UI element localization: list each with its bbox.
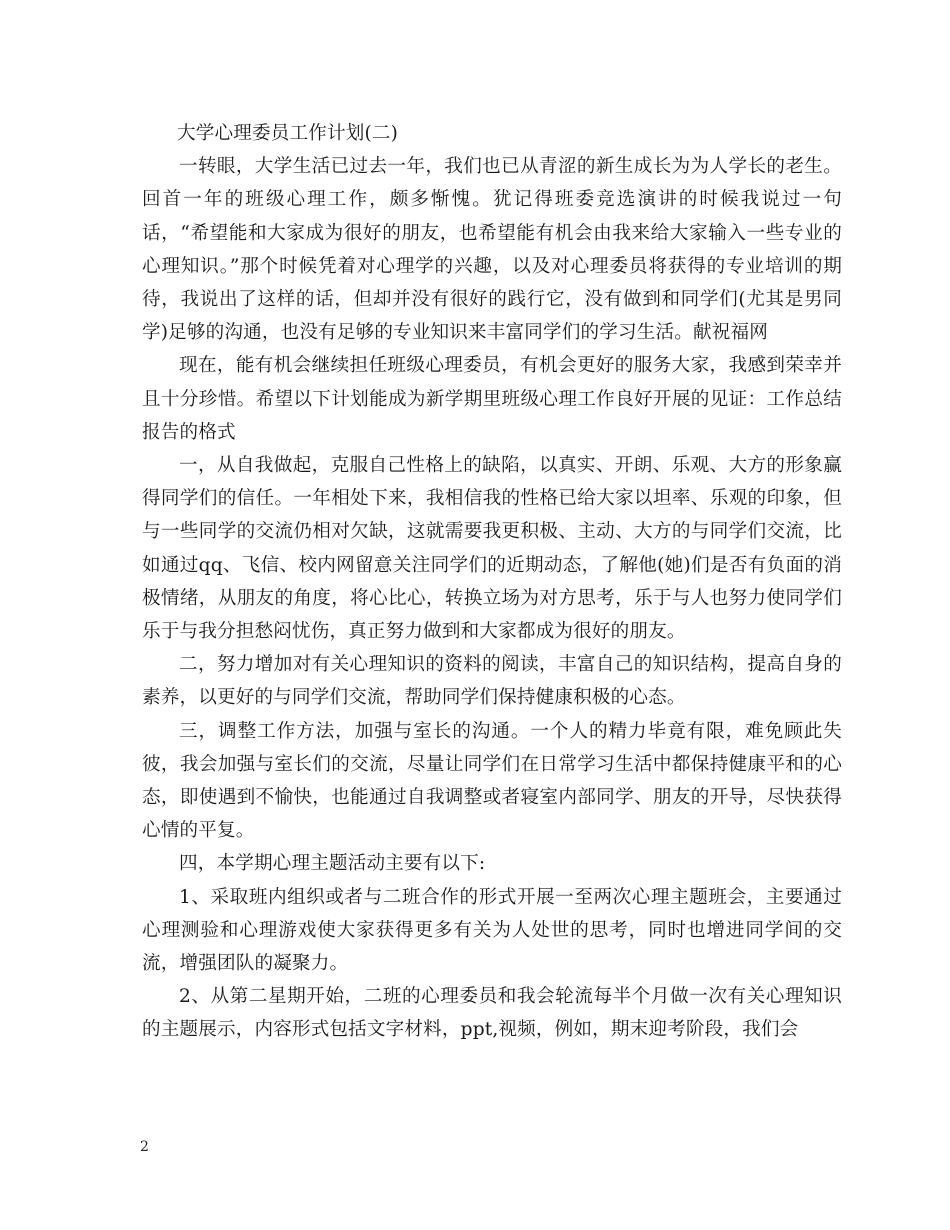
page-number: 2 [140,1139,149,1155]
paragraph-activity-one: 1、采取班内组织或者与二班合作的形式开展一至两次心理主题班会，主要通过心理测验和心理游戏使大家获得更多有关为人处世的思考，同时也增进同学间的交流，增强团队的凝聚力。 [142,886,842,975]
document-title: 大学心理委员工作计划(二) [177,123,398,144]
paragraph-intro: 一转眼，大学生活已过去一年，我们也已从青涩的新生成长为为人学长的老生。回首一年的班级心理工作，颇多惭愧。犹记得班委竞选演讲的时候我说过一句话，“希望能和大家成为很好的朋友，也希望能有机会由我来给大家输入一些专业的心理知识。”那个时候凭着对心理学的兴趣，以及对心理委员将获得的专业培训的期待，我说出了这样的话，但却并没有很好的践行它，没有做到和同学们(尤其是男同学)足够的沟通，也没有足够的专业知识来丰富同学们的学习生活。献祝福网 [142,156,842,344]
paragraph-point-one: 一，从自我做起，克服自己性格上的缺陷，以真实、开朗、乐观、大方的形象赢得同学们的信任。一年相处下来，我相信我的性格已给大家以坦率、乐观的印象，但与一些同学的交流仍相对欠缺，这就需要我更积极、主动、大方的与同学们交流，比如通过qq、飞信、校内网留意关注同学们的近期动态，了解他(她)们是否有负面的消极情绪，从朋友的角度，将心比心，转换立场为对方思考，乐于与人也努力使同学们乐于与我分担愁闷忧伤，真正努力做到和大家都成为很好的朋友。 [142,455,842,643]
paragraph-point-three: 三，调整工作方法，加强与室长的沟通。一个人的精力毕竟有限，难免顾此失彼，我会加强与室长们的交流，尽量让同学们在日常学习生活中都保持健康平和的心态，即使遇到不愉快，也能通过自我调整或者寝室内部同学、朋友的开导，尽快获得心情的平复。 [142,720,842,842]
document-body [142,117,842,1047]
paragraph-activity-two: 2、从第二星期开始，二班的心理委员和我会轮流每半个月做一次有关心理知识的主题展示，内容形式包括文字材料，ppt,视频，例如，期末迎考阶段，我们会 [142,986,842,1041]
paragraph-point-four: 四，本学期心理主题活动主要有以下: [179,853,486,875]
paragraph-now: 现在，能有机会继续担任班级心理委员，有机会更好的服务大家，我感到荣幸并且十分珍惜。希望以下计划能成为新学期里班级心理工作良好开展的见证：工作总结报告的格式 [142,355,842,443]
paragraph-point-two: 二，努力增加对有关心理知识的资料的阅读，丰富自己的知识结构，提高自身的素养，以更好的与同学们交流，帮助同学们保持健康积极的心态。 [142,654,842,709]
